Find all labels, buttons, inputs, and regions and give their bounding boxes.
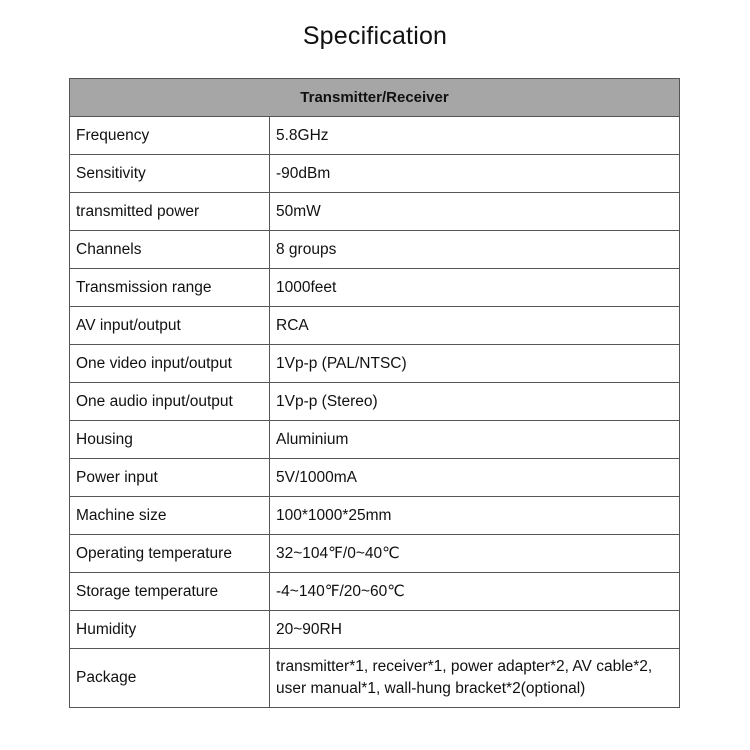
table-row <box>70 345 680 383</box>
spec-value: -90dBm <box>270 155 680 193</box>
spec-name: Power input <box>70 459 270 497</box>
table-row <box>70 459 680 497</box>
spec-value: 1Vp-p (Stereo) <box>270 383 680 421</box>
table-row <box>70 649 680 708</box>
table-row <box>70 307 680 345</box>
specification-table <box>69 78 680 708</box>
spec-name: One video input/output <box>70 345 270 383</box>
table-header: Transmitter/Receiver <box>70 79 680 117</box>
table-row <box>70 573 680 611</box>
spec-name: Transmission range <box>70 269 270 307</box>
spec-name: Channels <box>70 231 270 269</box>
table-row <box>70 193 680 231</box>
table-row <box>70 611 680 649</box>
table-row <box>70 383 680 421</box>
spec-name: Housing <box>70 421 270 459</box>
spec-value: -4~140℉/20~60℃ <box>270 573 680 611</box>
spec-name: Package <box>70 649 270 708</box>
table-row <box>70 155 680 193</box>
spec-value: 50mW <box>270 193 680 231</box>
spec-value: RCA <box>270 307 680 345</box>
spec-value: transmitter*1, receiver*1, power adapter*2, AV cable*2, user manual*1, wall-hung bracket*2(optional) <box>270 649 680 708</box>
table-row <box>70 535 680 573</box>
page-title: Specification <box>302 22 448 50</box>
spec-name: Storage temperature <box>70 573 270 611</box>
spec-name: Operating temperature <box>70 535 270 573</box>
table-row <box>70 117 680 155</box>
spec-value: 8 groups <box>270 231 680 269</box>
table-row <box>70 231 680 269</box>
spec-name: Humidity <box>70 611 270 649</box>
spec-value: 1Vp-p (PAL/NTSC) <box>270 345 680 383</box>
spec-name: One audio input/output <box>70 383 270 421</box>
spec-value: 1000feet <box>270 269 680 307</box>
spec-value: 5.8GHz <box>270 117 680 155</box>
spec-name: Sensitivity <box>70 155 270 193</box>
spec-value: Aluminium <box>270 421 680 459</box>
spec-value: 5V/1000mA <box>270 459 680 497</box>
spec-value: 20~90RH <box>270 611 680 649</box>
spec-name: AV input/output <box>70 307 270 345</box>
spec-value: 100*1000*25mm <box>270 497 680 535</box>
spec-name: Machine size <box>70 497 270 535</box>
spec-value: 32~104℉/0~40℃ <box>270 535 680 573</box>
table-header-row <box>70 79 680 117</box>
table-row <box>70 497 680 535</box>
spec-name: transmitted power <box>70 193 270 231</box>
spec-name: Frequency <box>70 117 270 155</box>
table-row <box>70 269 680 307</box>
table-row <box>70 421 680 459</box>
